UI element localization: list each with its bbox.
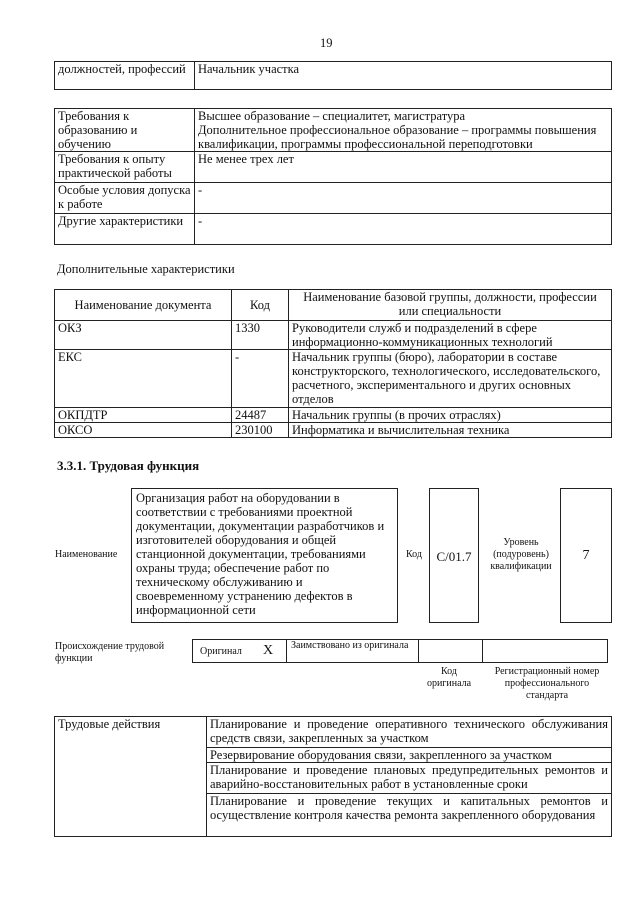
function-code-box: [429, 488, 479, 623]
add-header-doc: Наименование документа: [55, 290, 232, 321]
add-cell-name: Информатика и вычислительная техника: [289, 423, 612, 438]
additional-title: Дополнительные характеристики: [57, 262, 235, 276]
function-name-text: Организация работ на оборудовании в соответствии с требованиями проектной документации, документации разработчиков и изготовителей оборудования и общей станционной документации, требованиями охраны труда; обеспечение работ по техническому обслуживанию и своевременному устранению дефектов в информационной сети: [136, 491, 385, 617]
positions-value: Начальник участка: [195, 62, 612, 90]
add-header-name: Наименование базовой группы, должности, профессии или специальности: [289, 290, 612, 321]
function-code: C/01.7: [436, 549, 472, 564]
add-cell-doc: ЕКС: [55, 350, 232, 408]
list-item: Планирование и проведение оперативного технического обслуживания средств связи, закрепленных за участком: [207, 717, 612, 748]
list-item: Планирование и проведение текущих и капитальных ремонтов и осуществление контроля качества ремонта закрепленного оборудования: [207, 794, 612, 837]
table-row: [55, 321, 612, 350]
requirements-table: [54, 108, 612, 245]
req-other-label: Другие характеристики: [55, 214, 195, 245]
list-item: Планирование и проведение плановых предупредительных ремонтов и аварийно-восстановительных работ в установленные сроки: [207, 763, 612, 794]
add-cell-code: 230100: [232, 423, 289, 438]
req-experience-value: Не менее трех лет: [195, 152, 612, 183]
origin-original-label: Оригинал: [200, 646, 242, 657]
page-number: 19: [320, 36, 333, 50]
add-cell-code: -: [232, 350, 289, 408]
list-item: Резервирование оборудования связи, закрепленного за участком: [207, 748, 612, 763]
add-cell-name: Начальник группы (бюро), лаборатории в составе конструкторского, технологического, исследовательского, расчетного, экспериментального и других основных отделов: [289, 350, 612, 408]
origin-code-caption: Код оригинала: [426, 666, 472, 689]
add-cell-code: 1330: [232, 321, 289, 350]
add-cell-doc: ОКПДТР: [55, 408, 232, 423]
positions-label: должностей, профессий: [55, 62, 195, 90]
origin-row: [192, 639, 608, 663]
table-row: [55, 423, 612, 438]
req-special-value: -: [195, 183, 612, 214]
additional-table: [54, 289, 612, 438]
add-cell-name: Руководители служб и подразделений в сфере информационно-коммуникационных технологий: [289, 321, 612, 350]
add-cell-name: Начальник группы (в прочих отраслях): [289, 408, 612, 423]
function-code-label: Код: [406, 549, 422, 560]
function-level-box: [560, 488, 612, 623]
req-education-value-2: Дополнительное профессиональное образование – программы повышения квалификации, программы профессиональной переподготовки: [198, 123, 597, 151]
origin-borrowed-label: Заимствовано из оригинала: [291, 640, 409, 651]
req-other-value: -: [195, 214, 612, 245]
function-level: 7: [582, 548, 590, 563]
add-cell-code: 24487: [232, 408, 289, 423]
add-cell-doc: ОКЗ: [55, 321, 232, 350]
origin-reg-caption: Регистрационный номер профессионального стандарта: [494, 666, 600, 701]
origin-label: Происхождение трудовой функции: [55, 641, 165, 664]
function-name-label: Наименование: [55, 549, 118, 560]
origin-original-mark: X: [263, 643, 274, 658]
table-row: [55, 408, 612, 423]
req-experience-label: Требования к опыту практической работы: [55, 152, 195, 183]
req-education-value-1: Высшее образование – специалитет, магистратура: [198, 109, 466, 123]
table-row: [55, 350, 612, 408]
add-cell-doc: ОКСО: [55, 423, 232, 438]
positions-table: [54, 61, 612, 90]
function-name-box: [131, 488, 398, 623]
function-level-label: Уровень (подуровень) квалификации: [490, 537, 552, 572]
function-title: 3.3.1. Трудовая функция: [57, 458, 200, 473]
req-education-label: Требования к образованию и обучению: [55, 109, 195, 152]
req-special-label: Особые условия допуска к работе: [55, 183, 195, 214]
actions-table: [54, 716, 612, 837]
add-header-code: Код: [232, 290, 289, 321]
actions-label: Трудовые действия: [55, 717, 207, 837]
